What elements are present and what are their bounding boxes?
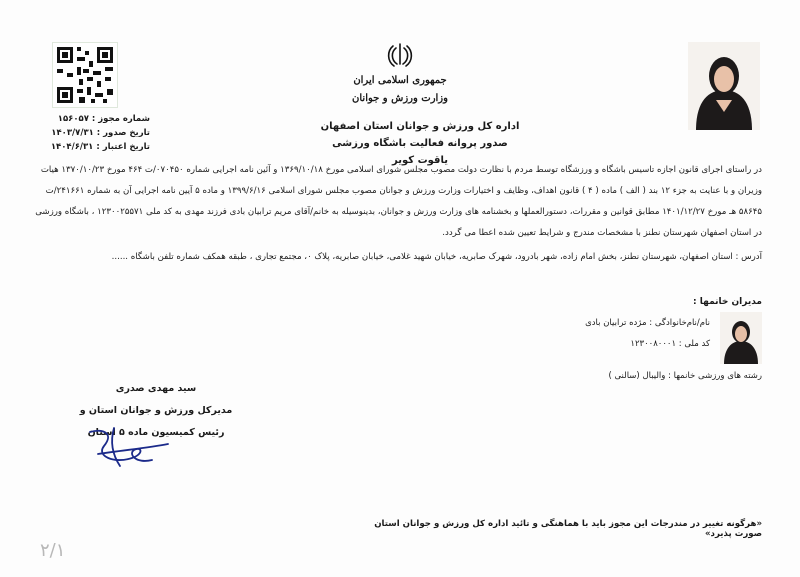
license-number: شماره مجوز : ۱۵۶۰۵۷ xyxy=(57,114,150,124)
issue-date: تاریخ صدور : ۱۴۰۳/۷/۳۱ xyxy=(51,128,150,138)
emblem-line1: جمهوری اسلامی ایران xyxy=(353,75,447,86)
page-number: ۲/۱ xyxy=(40,540,66,561)
emblem-block xyxy=(350,42,450,108)
license-body xyxy=(30,160,762,244)
body-line: ۵۸۶۴۵ هـ مورخ ۱۴۰۱/۱۲/۲۷ مطابق قوانین و مقررات، دستورالعملها و بخشنامه های وزارت ورزش و جوانان، بدینوسیله به خانم/آقای مریم ترابیان بادی فرزند مهدی به کد ملی ۱۲۳۰۰۲۵۵۷۱ ، باشگاه ورزشی xyxy=(35,207,762,217)
manager-name: نام/نام‌خانوادگی : مژده ترابیان بادی xyxy=(585,318,710,328)
expiry-date: تاریخ اعتبار : ۱۴۰۴/۶/۳۱ xyxy=(50,142,150,152)
manager-photo xyxy=(720,312,762,364)
manager-national-id: کد ملی : ۱۲۳۰۰۸۰۰۰۱ xyxy=(630,339,710,349)
signer-title1: مدیرکل ورزش و جوانان استان و xyxy=(79,405,233,416)
club-address: آدرس : استان اصفهان، شهرستان نطنز، بخش امام زاده، شهر بادرود، شهرک صابریه، خیابان شهید غلامی، خیابان صابریه، پلاک ۰، مجتمع تجاری ، طبقه همکف شماره تلفن باشگاه ...... xyxy=(111,252,762,262)
signer-title2: رئیس کمیسیون ماده ۵ استان xyxy=(87,427,225,438)
owner-photo xyxy=(688,42,760,130)
iran-emblem-icon xyxy=(386,42,414,68)
qr-code-icon xyxy=(52,42,118,108)
signature-scribble-icon xyxy=(84,424,174,470)
footer-note: «هرگونه تغییر در مندرجات این مجوز باید با هماهنگی و تائید اداره کل ورزش و جوانان استان صورت پذیرد» xyxy=(374,519,762,539)
license-title: صدور پروانه فعالیت باشگاه ورزشی یاقوت کویر xyxy=(332,138,508,166)
emblem-line2: وزارت ورزش و جوانان xyxy=(352,93,448,104)
managers-heading: مدیران خانمها : xyxy=(693,297,762,307)
sport-fields: رشته های ورزشی خانمها : والیبال (سالنی ) xyxy=(608,371,762,381)
license-meta xyxy=(30,112,150,154)
body-line: در راستای اجرای قانون اجازه تاسیس باشگاه و ورزشگاه توسط مردم با نظارت دولت مصوب مجلس شورای اسلامی مورخ ۱۳۶۹/۱۰/۱۸ و آئین نامه اجرایی شماره ۰۷۰۴۵۰/ت ۴۶۴ مورخ ۱۳۷۰/۱۰/۲۳ هیات xyxy=(40,165,762,175)
body-line: وزیران و با عنایت به جزء ۱۲ بند ( الف ) ماده ( ۴ ) قانون اهداف، وظایف و اختیارات وزارت ورزش و جوانان مصوب مجلس شورای اسلامی ۱۳۹۹/۶/۱۶ و ماده ۵ آیین نامه اجرایی آن به شماره ۲۴۱۶۶۱/ت xyxy=(45,186,762,196)
signer-name: سید مهدی صدری xyxy=(115,383,197,394)
office-title: اداره کل ورزش و جوانان استان اصفهان xyxy=(320,121,520,132)
body-line: در استان اصفهان شهرستان نطنز با مشخصات مندرج و شرایط تعیین شده اعطا می گردد. xyxy=(442,228,762,238)
